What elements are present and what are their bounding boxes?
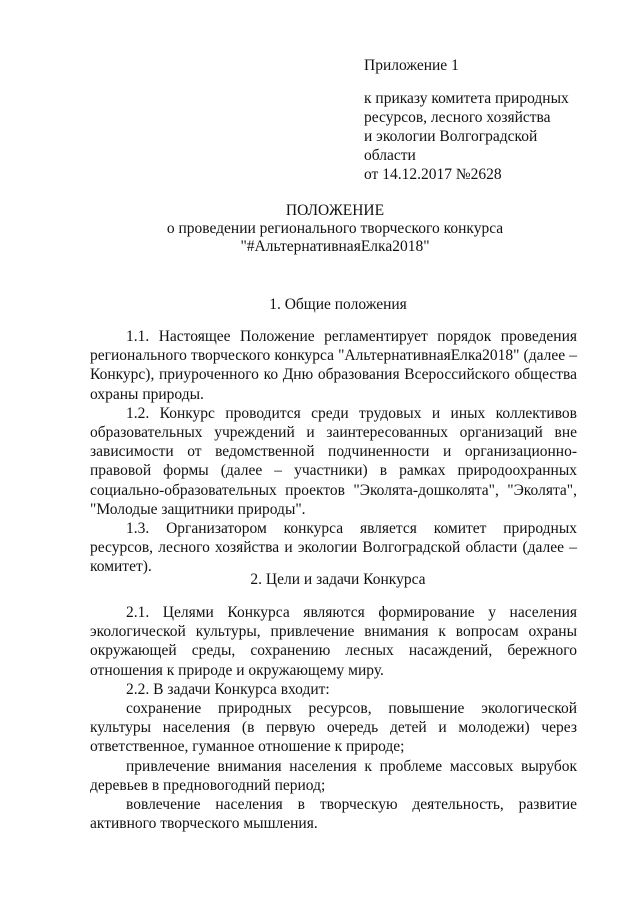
paragraph-1-3: 1.3. Организатором конкурса является комитет природных ресурсов, лесного хозяйства и экологии Волгоградской области (далее – комитет). (90, 520, 577, 576)
task-item: сохранение природных ресурсов, повышение экологической культуры населения (в первую очередь детей и молодежи) через ответственное, гуманное отношение к природе; (90, 700, 577, 756)
document-subtitle: о проведении регионального творческого конкурса (166, 220, 504, 237)
section-heading-goals: 2. Цели и задачи Конкурса (250, 571, 426, 588)
section-body-general (90, 327, 577, 577)
annex-date-number: от 14.12.2017 №2628 (364, 166, 502, 183)
section-body-goals (90, 603, 577, 833)
document-subtitle-contest-name: "#АльтернативнаяЕлка2018" (240, 238, 430, 255)
annex-line: ресурсов, лесного хозяйства (364, 109, 551, 126)
annex-block (364, 56, 569, 184)
annex-line: области (364, 147, 416, 164)
task-item: привлечение внимания населения к проблеме массовых вырубок деревьев в предновогодний период; (90, 757, 577, 794)
document-title-block (0, 202, 640, 256)
annex-line: и экологии Волгоградской (364, 128, 538, 145)
paragraph-2-1: 2.1. Целями Конкурса являются формирование у населения экологической культуры, привлечение внимания к вопросам охраны окружающей среды, сохранению лесных насаждений, бережного отношения к природе и окружающему миру. (90, 604, 577, 679)
paragraph-2-2: 2.2. В задачи Конкурса входит: (126, 680, 330, 698)
document-title: ПОЛОЖЕНИЕ (285, 202, 385, 219)
annex-line: к приказу комитета природных (364, 90, 569, 107)
annex-spacer (364, 75, 569, 89)
annex-title: Приложение 1 (364, 57, 459, 74)
section-heading-general: 1. Общие положения (269, 296, 407, 313)
task-item: вовлечение населения в творческую деятельность, развитие активного творческого мышления. (90, 796, 577, 833)
paragraph-1-2: 1.2. Конкурс проводится среди трудовых и иных коллективов образовательных учреждений и заинтересованных организаций вне зависимости от ведомственной подчиненности и организационно-правовой формы (далее – участники) в рамках природоохранных социально-образовательных проектов "Эколята-дошколята", "Эколята", "Молодые защитники природы". (90, 404, 577, 518)
paragraph-1-1: 1.1. Настоящее Положение регламентирует порядок проведения регионального творческого конкурса "АльтернативнаяЕлка2018" (далее – Конкурс), приуроченного ко Дню образования Всероссийского общества охраны природы. (90, 328, 577, 403)
